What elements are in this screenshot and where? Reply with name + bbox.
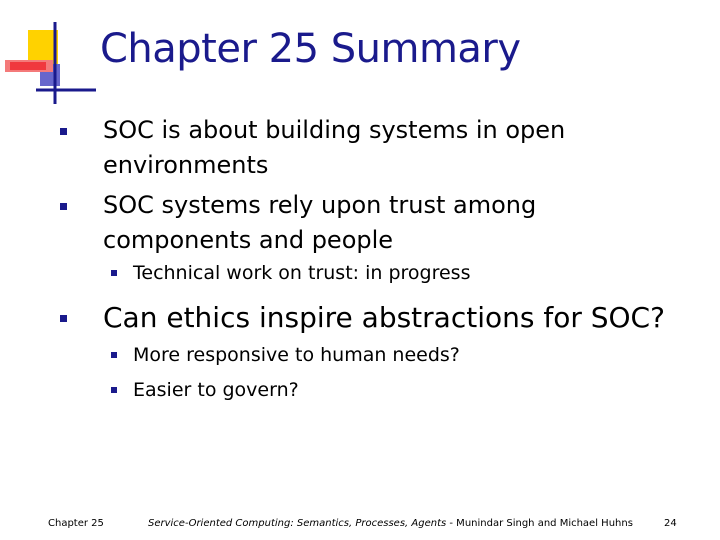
footer-center xyxy=(148,518,633,529)
bullet-2-line-2: components and people xyxy=(103,226,394,254)
bullet-3-sub-1-marker xyxy=(111,352,117,358)
bullet-3-sub-1: More responsive to human needs? xyxy=(133,344,460,366)
bullet-1-marker xyxy=(60,128,67,135)
bullet-2-sub-1-marker xyxy=(111,270,117,276)
footer-left: Chapter 25 xyxy=(48,518,104,529)
bullet-3-sub-2-marker xyxy=(111,387,117,393)
bullet-1-line-1: SOC is about building systems in open xyxy=(103,116,566,144)
bullet-1-line-2: environments xyxy=(103,151,269,179)
bullet-2-line-1: SOC systems rely upon trust among xyxy=(103,191,537,219)
logo-graphic xyxy=(0,0,100,110)
bullet-3-sub-2: Easier to govern? xyxy=(133,379,299,401)
page-title: Chapter 25 Summary xyxy=(100,26,521,72)
bullet-2-sub-1: Technical work on trust: in progress xyxy=(133,262,471,284)
bullet-3-text: Can ethics inspire abstractions for SOC? xyxy=(103,301,665,334)
footer-center-plain: - Munindar Singh and Michael Huhns xyxy=(446,518,633,529)
logo-red-glow xyxy=(10,62,46,70)
footer-center-italic: Service-Oriented Computing: Semantics, Processes, Agents xyxy=(148,518,447,529)
bullet-3-marker xyxy=(60,315,67,322)
footer-page-number: 24 xyxy=(664,518,677,529)
bullet-2-marker xyxy=(60,203,67,210)
